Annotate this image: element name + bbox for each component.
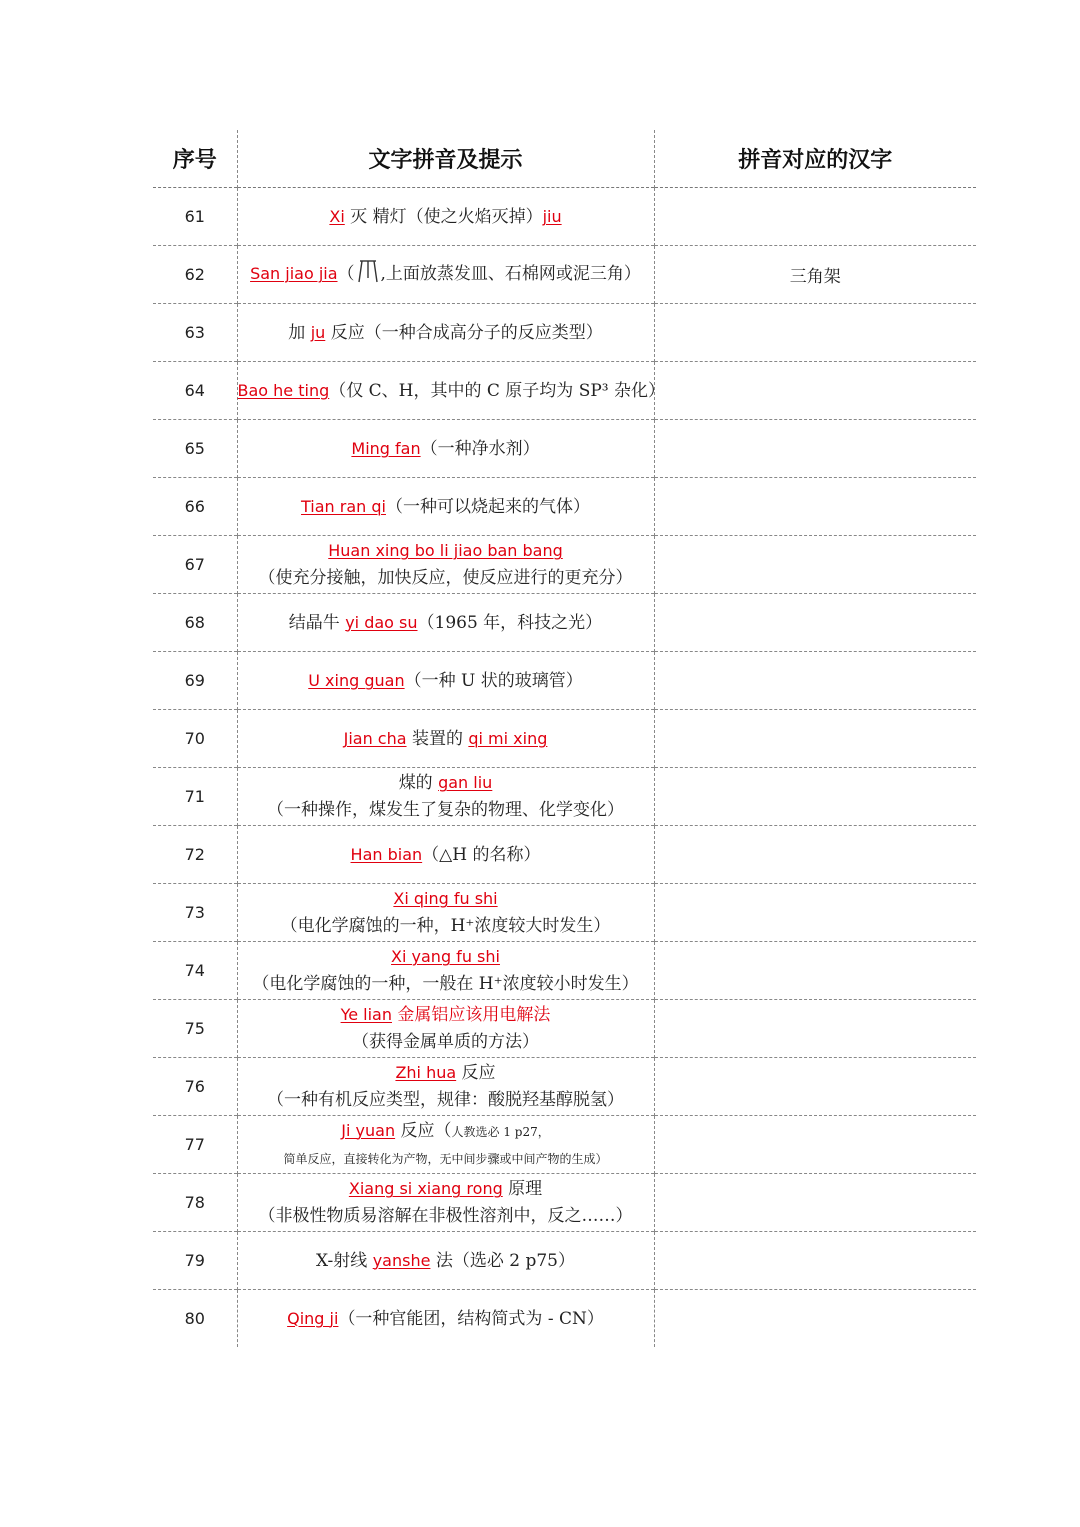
answer-cell xyxy=(654,478,976,536)
table-row xyxy=(153,1058,976,1116)
hint-cell xyxy=(237,304,654,362)
table-row xyxy=(153,420,976,478)
row-number: 74 xyxy=(153,942,237,1000)
hint-text: （△H 的名称） xyxy=(422,844,541,865)
table-row xyxy=(153,652,976,710)
hint-cell xyxy=(237,420,654,478)
table-row xyxy=(153,1116,976,1174)
hint-cell xyxy=(237,710,654,768)
table-row xyxy=(153,536,976,594)
answer-cell xyxy=(654,594,976,652)
hint-cell xyxy=(237,478,654,536)
hint-text: 反应 xyxy=(456,1063,496,1083)
pinyin-text: Qing ji xyxy=(287,1308,339,1328)
hint-line xyxy=(238,1001,654,1029)
hint-line xyxy=(238,769,654,797)
table-row xyxy=(153,710,976,768)
answer-cell xyxy=(654,536,976,594)
pinyin-text: Ji yuan xyxy=(341,1120,396,1140)
hint-line-2: （获得金属单质的方法） xyxy=(352,1032,539,1052)
pinyin-text: Ming fan xyxy=(351,438,421,458)
hint-line-2: （电化学腐蚀的一种，H⁺浓度较大时发生） xyxy=(280,916,611,936)
hint-cell xyxy=(237,1290,654,1348)
pinyin-text: Xi yang fu shi xyxy=(391,947,500,966)
table-row xyxy=(153,1174,976,1232)
answer-cell xyxy=(654,1058,976,1116)
hint-line xyxy=(316,1251,575,1271)
hint-cell xyxy=(237,188,654,246)
hint-line xyxy=(238,537,654,565)
worksheet xyxy=(153,130,976,1347)
header-answer: 拼音对应的汉字 xyxy=(654,130,976,188)
row-number: 72 xyxy=(153,826,237,884)
pinyin-text: Zhi hua xyxy=(395,1063,457,1082)
pinyin-text: qi mi xing xyxy=(468,728,548,748)
hint-text: （一种可以烧起来的气体） xyxy=(385,496,590,517)
hint-line xyxy=(344,729,548,749)
hint-line xyxy=(238,885,654,913)
hint-text: 反应（ xyxy=(395,1120,452,1141)
row-number: 67 xyxy=(153,536,237,594)
hint-line xyxy=(329,207,561,227)
pinyin-text: Bao he ting xyxy=(237,380,330,400)
answer-cell xyxy=(654,1174,976,1232)
hint-cell xyxy=(237,942,654,1000)
row-number: 78 xyxy=(153,1174,237,1232)
pinyin-text: Han bian xyxy=(350,844,423,864)
table-row xyxy=(153,884,976,942)
answer-cell xyxy=(654,652,976,710)
pinyin-text: Xiang si xiang rong xyxy=(348,1179,503,1198)
answer-cell xyxy=(654,710,976,768)
answer-cell xyxy=(654,942,976,1000)
pinyin-text: Huan xing bo li jiao ban bang xyxy=(328,541,563,560)
table-row xyxy=(153,826,976,884)
hint-cell xyxy=(237,768,654,826)
hint-text: （1965 年，科技之光） xyxy=(417,612,603,633)
pinyin-text: gan liu xyxy=(438,773,493,792)
hint-text: 结晶牛 xyxy=(288,612,346,633)
table-row xyxy=(153,594,976,652)
hint-line-2: 简单反应，直接转化为产物，无中间步骤或中间产物的生成） xyxy=(283,1151,608,1166)
hint-line xyxy=(287,1309,604,1329)
hint-cell xyxy=(237,1058,654,1116)
answer-cell xyxy=(654,768,976,826)
hint-line xyxy=(351,439,539,459)
hint-cell xyxy=(237,594,654,652)
header-hint: 文字拼音及提示 xyxy=(237,130,654,188)
pinyin-text: jiu xyxy=(542,206,562,226)
pinyin-text: U xing guan xyxy=(308,670,405,690)
hint-cell xyxy=(237,1116,654,1174)
table-row xyxy=(153,478,976,536)
hint-line-2: （非极性物质易溶解在非极性溶剂中，反之……） xyxy=(258,1206,633,1226)
hint-text: （一种净水剂） xyxy=(420,438,540,459)
answer-cell xyxy=(654,420,976,478)
table-row xyxy=(153,942,976,1000)
hint-cell xyxy=(237,362,666,420)
answer-cell xyxy=(654,884,976,942)
row-number: 64 xyxy=(153,362,237,420)
row-number: 77 xyxy=(153,1116,237,1174)
hint-line xyxy=(238,943,654,971)
hint-text: X-射线 xyxy=(316,1250,373,1271)
hint-text: 灭 xyxy=(344,206,373,227)
hint-text: 加 xyxy=(288,322,311,343)
row-number: 65 xyxy=(153,420,237,478)
hint-cell xyxy=(237,826,654,884)
pinyin-text: Tian ran qi xyxy=(301,496,386,516)
hint-cell xyxy=(237,1174,654,1232)
hint-text: 反应（一种合成高分子的反应类型） xyxy=(325,322,603,343)
hint-text: 精灯（使之火焰灭掉） xyxy=(372,206,543,227)
row-number: 62 xyxy=(153,246,237,304)
answer-cell xyxy=(654,1290,976,1348)
hint-cell xyxy=(237,1000,654,1058)
hint-line xyxy=(238,1175,654,1203)
row-number: 76 xyxy=(153,1058,237,1116)
table-row xyxy=(153,1290,976,1348)
hint-line-2: （一种有机反应类型，规律：酸脱羟基醇脱氢） xyxy=(267,1090,624,1110)
pinyin-text: San jiao jia xyxy=(250,264,338,283)
answer-cell xyxy=(654,304,976,362)
hint-line xyxy=(308,671,582,691)
header-row xyxy=(153,130,976,188)
hint-line xyxy=(351,845,541,865)
table-row xyxy=(153,1000,976,1058)
answer-cell xyxy=(654,188,976,246)
hint-cell xyxy=(237,884,654,942)
table-row xyxy=(153,362,976,420)
table-row xyxy=(153,1232,976,1290)
row-number: 80 xyxy=(153,1290,237,1348)
pinyin-text: 金属铝应该用电解法 xyxy=(392,1005,551,1025)
row-number: 71 xyxy=(153,768,237,826)
hint-line xyxy=(301,497,590,517)
hint-cell xyxy=(237,536,654,594)
pinyin-text: yanshe xyxy=(372,1250,431,1270)
hint-line xyxy=(238,1059,654,1087)
answer-cell xyxy=(654,826,976,884)
pinyin-table xyxy=(153,130,976,1347)
answer-cell: 三角架 xyxy=(654,246,976,304)
answer-cell xyxy=(654,1232,976,1290)
hint-text: 原理 xyxy=(502,1179,543,1199)
header-index: 序号 xyxy=(172,148,217,173)
row-number: 73 xyxy=(153,884,237,942)
hint-text: （ xyxy=(337,264,355,284)
row-number: 70 xyxy=(153,710,237,768)
table-row xyxy=(153,246,976,304)
tripod-icon xyxy=(357,257,379,292)
table-row xyxy=(153,304,976,362)
hint-text: ,上面放蒸发皿、石棉网或泥三角） xyxy=(380,264,641,284)
pinyin-text: Xi xyxy=(329,206,345,226)
pinyin-text: Jian cha xyxy=(343,728,407,748)
hint-line xyxy=(289,613,602,633)
hint-line xyxy=(238,381,666,401)
hint-cell xyxy=(237,1232,654,1290)
answer-cell xyxy=(654,1116,976,1174)
row-number: 68 xyxy=(153,594,237,652)
hint-line-2: （使充分接触，加快反应，使反应进行的更充分） xyxy=(258,568,633,588)
hint-text: 法（选必 2 p75） xyxy=(430,1250,575,1271)
hint-line xyxy=(238,1117,654,1146)
pinyin-text: Ye lian xyxy=(340,1005,392,1024)
hint-line xyxy=(288,323,602,343)
hint-text: （一种官能团，结构简式为 - CN） xyxy=(338,1308,604,1329)
pinyin-text: ju xyxy=(310,322,326,342)
row-number: 63 xyxy=(153,304,237,362)
row-number: 69 xyxy=(153,652,237,710)
answer-cell xyxy=(654,1000,976,1058)
row-number: 61 xyxy=(153,188,237,246)
hint-line-2: （一种操作，煤发生了复杂的物理、化学变化） xyxy=(267,800,624,820)
hint-line-2: （电化学腐蚀的一种，一般在 H⁺浓度较小时发生） xyxy=(252,974,639,994)
row-number: 66 xyxy=(153,478,237,536)
hint-cell xyxy=(237,652,654,710)
hint-cell xyxy=(237,246,654,304)
hint-text: 煤的 xyxy=(398,773,439,793)
pinyin-text: Xi qing fu shi xyxy=(393,889,498,908)
hint-text: （一种 U 状的玻璃管） xyxy=(404,670,583,691)
row-number: 75 xyxy=(153,1000,237,1058)
table-row xyxy=(153,188,976,246)
pinyin-text: yi dao su xyxy=(345,612,418,632)
hint-line xyxy=(250,264,641,284)
hint-text: （仅 C、H，其中的 C 原子均为 SP³ 杂化） xyxy=(329,380,666,401)
table-row xyxy=(153,768,976,826)
hint-text: 人教选必 1 p27， xyxy=(451,1124,550,1139)
hint-text: 装置的 xyxy=(406,728,469,749)
answer-cell xyxy=(654,362,976,420)
row-number: 79 xyxy=(153,1232,237,1290)
